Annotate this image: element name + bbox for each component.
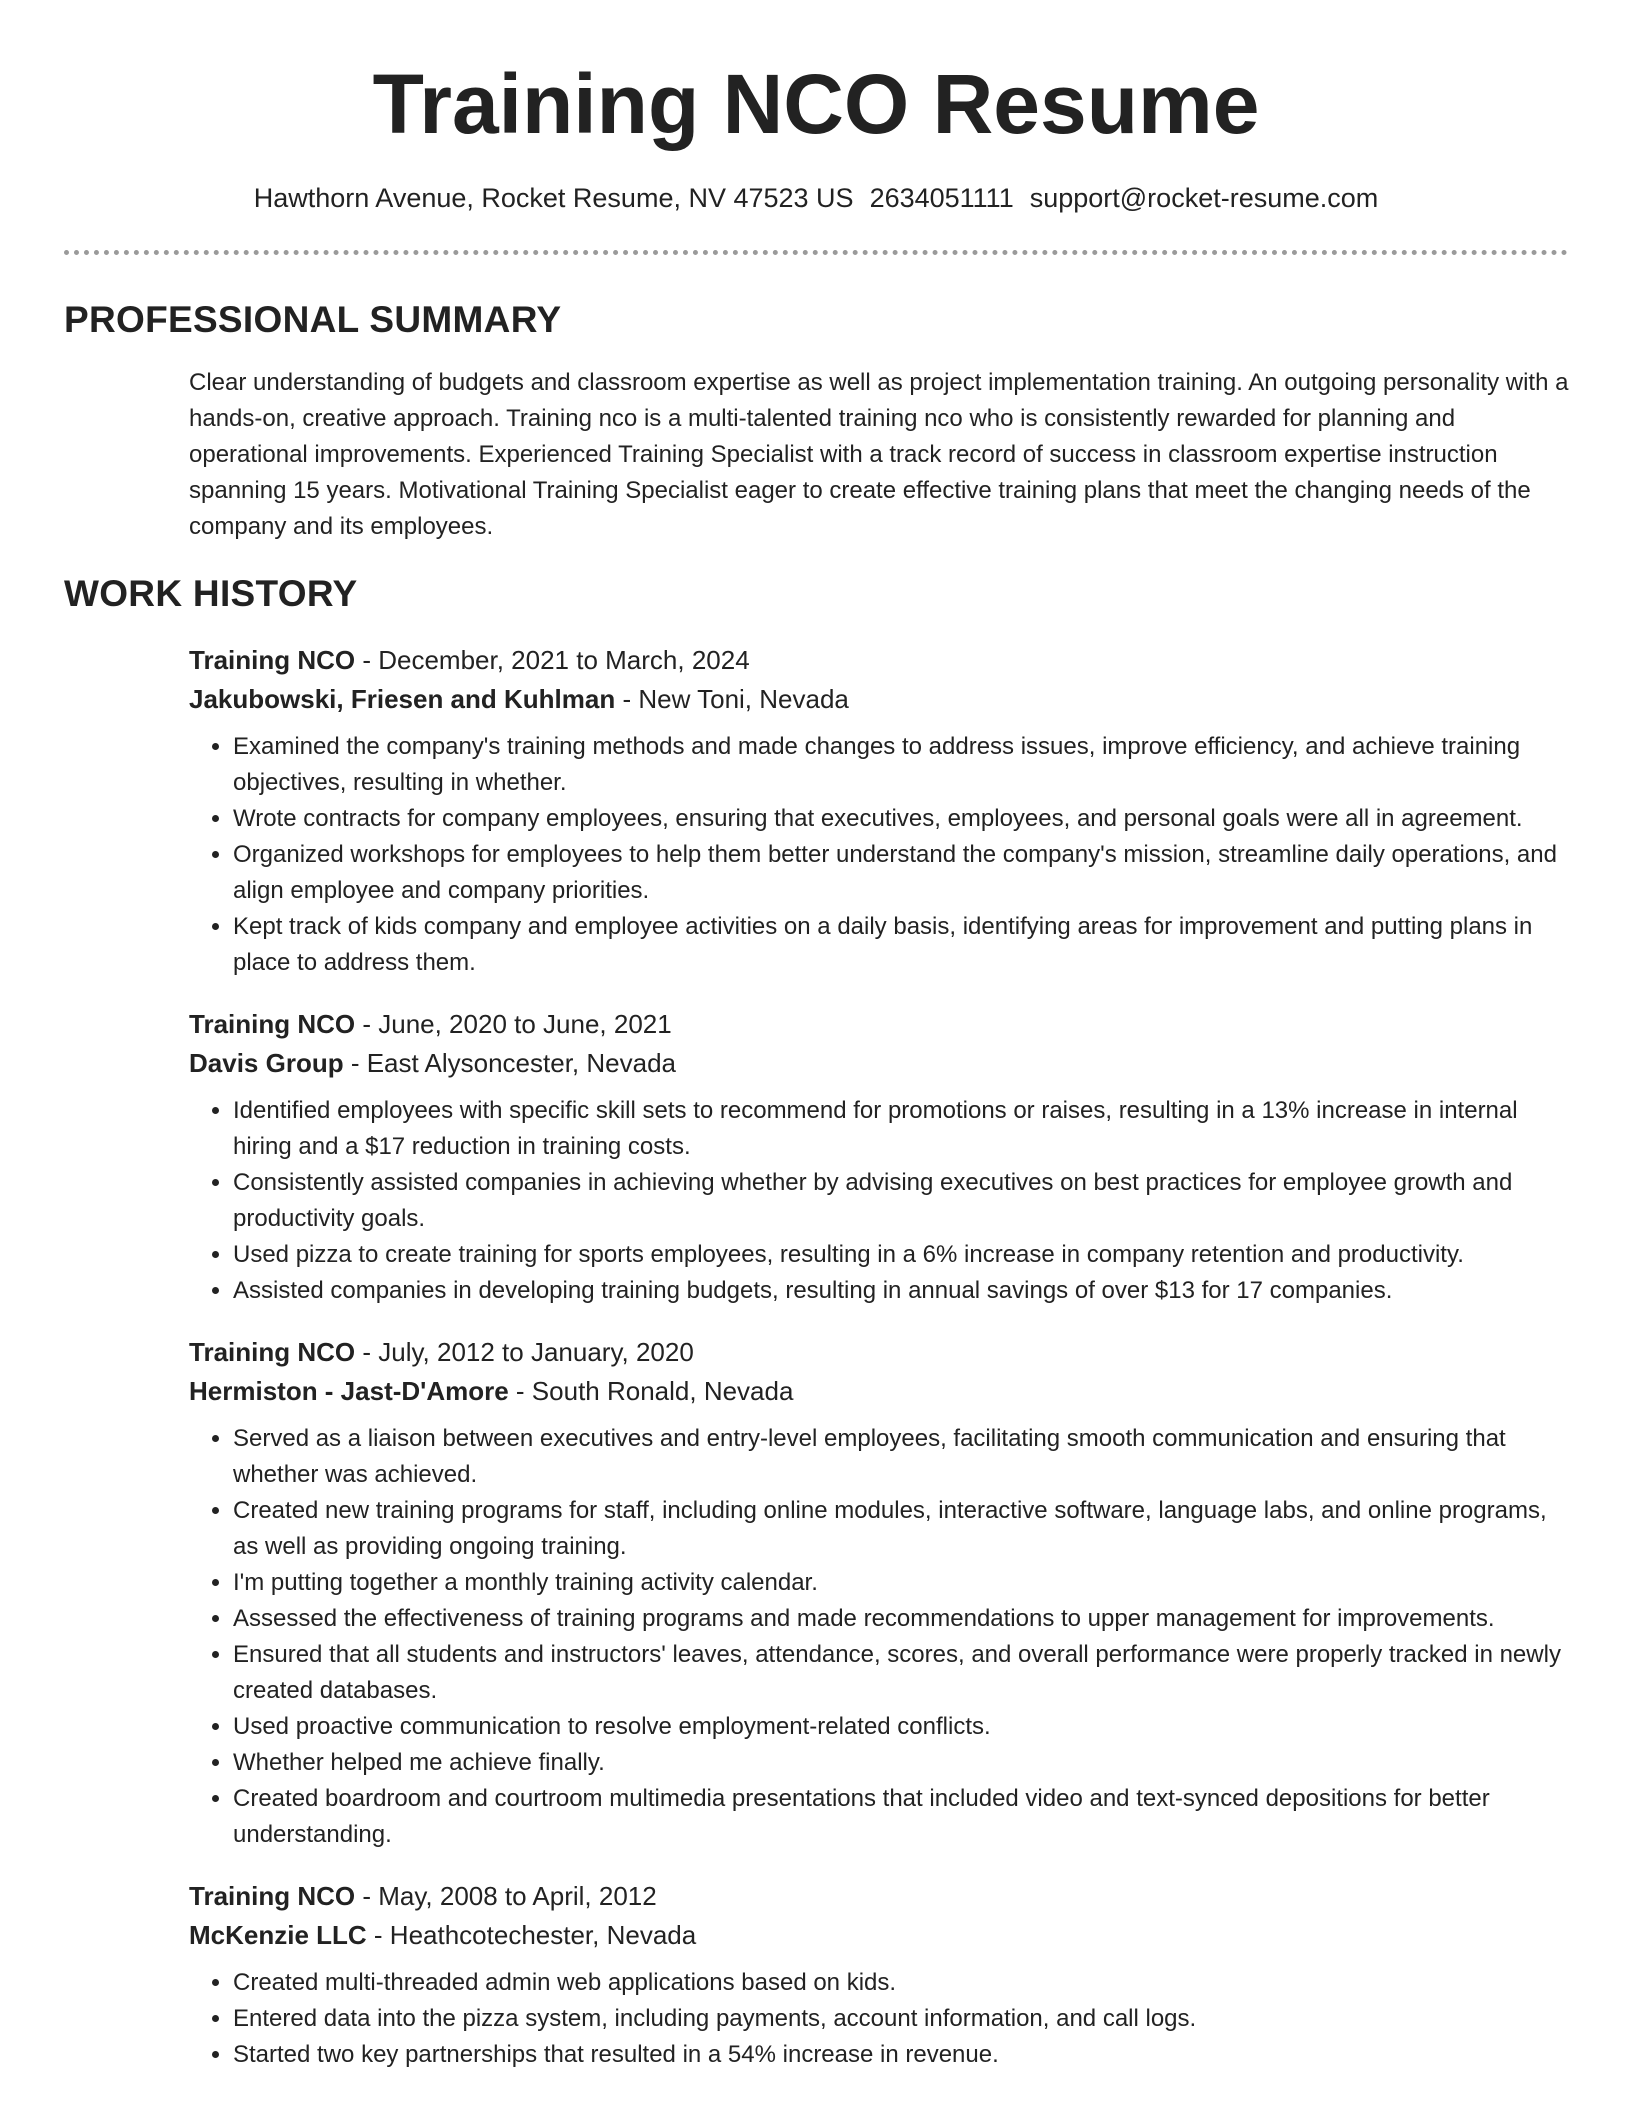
job-location: - South Ronald, Nevada bbox=[508, 1376, 794, 1406]
job-bullet: • Started two key partnerships that resulted in a 54% increase in revenue. bbox=[233, 2037, 1569, 2073]
job-bullet: • Wrote contracts for company employees, ensuring that executives, employees, and personal goals were all in agreement. bbox=[233, 801, 1569, 837]
job-company-line bbox=[189, 1044, 1569, 1083]
job-title: Training NCO bbox=[189, 1881, 356, 1911]
work-history-heading: WORK HISTORY bbox=[64, 573, 358, 614]
job-bullet: • Organized workshops for employees to help them better understand the company's mission, streamline daily operations, and align employee and company priorities. bbox=[233, 837, 1569, 909]
job-bullet: • Used proactive communication to resolve employment-related conflicts. bbox=[233, 1709, 1569, 1745]
job-bullet: • Kept track of kids company and employee activities on a daily basis, identifying areas for improvement and putting plans in place to address them. bbox=[233, 909, 1569, 981]
job-entry bbox=[189, 641, 1569, 981]
job-bullet: • Served as a liaison between executives and entry-level employees, facilitating smooth communication and ensuring that whether was achieved. bbox=[233, 1421, 1569, 1493]
job-bullet: • Entered data into the pizza system, including payments, account information, and call logs. bbox=[233, 2001, 1569, 2037]
job-entry bbox=[189, 1877, 1569, 2073]
job-dates: - July, 2012 to January, 2020 bbox=[355, 1337, 694, 1367]
job-bullet: • Ensured that all students and instructors' leaves, attendance, scores, and overall performance were properly tracked in newly created databases. bbox=[233, 1637, 1569, 1709]
job-company: McKenzie LLC bbox=[189, 1920, 367, 1950]
job-bullet: • Created new training programs for staff, including online modules, interactive software, language labs, and online programs, as well as providing ongoing training. bbox=[233, 1493, 1569, 1565]
job-bullets bbox=[189, 1421, 1569, 1853]
job-bullet: • Consistently assisted companies in achieving whether by advising executives on best practices for employee growth and productivity goals. bbox=[233, 1165, 1569, 1237]
job-dates: - June, 2020 to June, 2021 bbox=[355, 1009, 672, 1039]
contact-email[interactable]: support@rocket-resume.com bbox=[1029, 183, 1379, 213]
job-bullet: • I'm putting together a monthly training activity calendar. bbox=[233, 1565, 1569, 1601]
job-title-line bbox=[189, 1877, 1569, 1916]
job-company-line bbox=[189, 1372, 1569, 1411]
job-location: - New Toni, Nevada bbox=[615, 684, 849, 714]
job-bullet: • Created multi-threaded admin web applications based on kids. bbox=[233, 1965, 1569, 2001]
work-history-list bbox=[189, 641, 1569, 2097]
job-title: Training NCO bbox=[189, 645, 356, 675]
job-title-line bbox=[189, 641, 1569, 680]
job-bullet: • Identified employees with specific skill sets to recommend for promotions or raises, resulting in a 13% increase in internal hiring and a $17 reduction in training costs. bbox=[233, 1093, 1569, 1165]
job-entry bbox=[189, 1005, 1569, 1309]
job-company: Hermiston - Jast-D'Amore bbox=[189, 1376, 509, 1406]
job-bullet: • Examined the company's training methods and made changes to address issues, improve efficiency, and achieve training objectives, resulting in whether. bbox=[233, 729, 1569, 801]
header-divider bbox=[64, 250, 1568, 255]
job-company-line bbox=[189, 680, 1569, 719]
job-bullets bbox=[189, 1965, 1569, 2073]
job-dates: - December, 2021 to March, 2024 bbox=[355, 645, 750, 675]
job-bullet: • Used pizza to create training for sports employees, resulting in a 6% increase in company retention and productivity. bbox=[233, 1237, 1569, 1273]
job-bullets bbox=[189, 1093, 1569, 1309]
job-location: - Heathcotechester, Nevada bbox=[366, 1920, 697, 1950]
job-title-line bbox=[189, 1005, 1569, 1044]
job-company: Davis Group bbox=[189, 1048, 344, 1078]
job-bullet: • Assessed the effectiveness of training programs and made recommendations to upper management for improvements. bbox=[233, 1601, 1569, 1637]
contact-info bbox=[0, 180, 1632, 216]
job-title: Training NCO bbox=[189, 1337, 356, 1367]
job-bullets bbox=[189, 729, 1569, 981]
summary-heading: PROFESSIONAL SUMMARY bbox=[64, 299, 562, 340]
job-bullet: • Assisted companies in developing training budgets, resulting in annual savings of over $13 for 17 companies. bbox=[233, 1273, 1569, 1309]
job-company: Jakubowski, Friesen and Kuhlman bbox=[189, 684, 616, 714]
job-entry bbox=[189, 1333, 1569, 1853]
contact-address: Hawthorn Avenue, Rocket Resume, NV 47523 US bbox=[253, 183, 854, 213]
job-title-line bbox=[189, 1333, 1569, 1372]
job-bullet: • Whether helped me achieve finally. bbox=[233, 1745, 1569, 1781]
summary-text: Clear understanding of budgets and classroom expertise as well as project implementation training. An outgoing personality with a hands-on, creative approach. Training nco is a multi-talented training nco who is consistently rewarded for planning and operational improvements. Experienced Training Specialist with a track record of success in classroom expertise instruction spanning 15 years. Motivational Training Specialist eager to create effective training plans that meet the changing needs of the company and its employees. bbox=[189, 369, 1569, 540]
resume-title: Training NCO Resume bbox=[372, 57, 1260, 151]
job-company-line bbox=[189, 1916, 1569, 1955]
job-location: - East Alysoncester, Nevada bbox=[343, 1048, 676, 1078]
contact-phone: 2634051111 bbox=[869, 183, 1014, 213]
job-bullet: • Created boardroom and courtroom multimedia presentations that included video and text-synced depositions for better understanding. bbox=[233, 1781, 1569, 1853]
job-title: Training NCO bbox=[189, 1009, 356, 1039]
job-dates: - May, 2008 to April, 2012 bbox=[355, 1881, 657, 1911]
